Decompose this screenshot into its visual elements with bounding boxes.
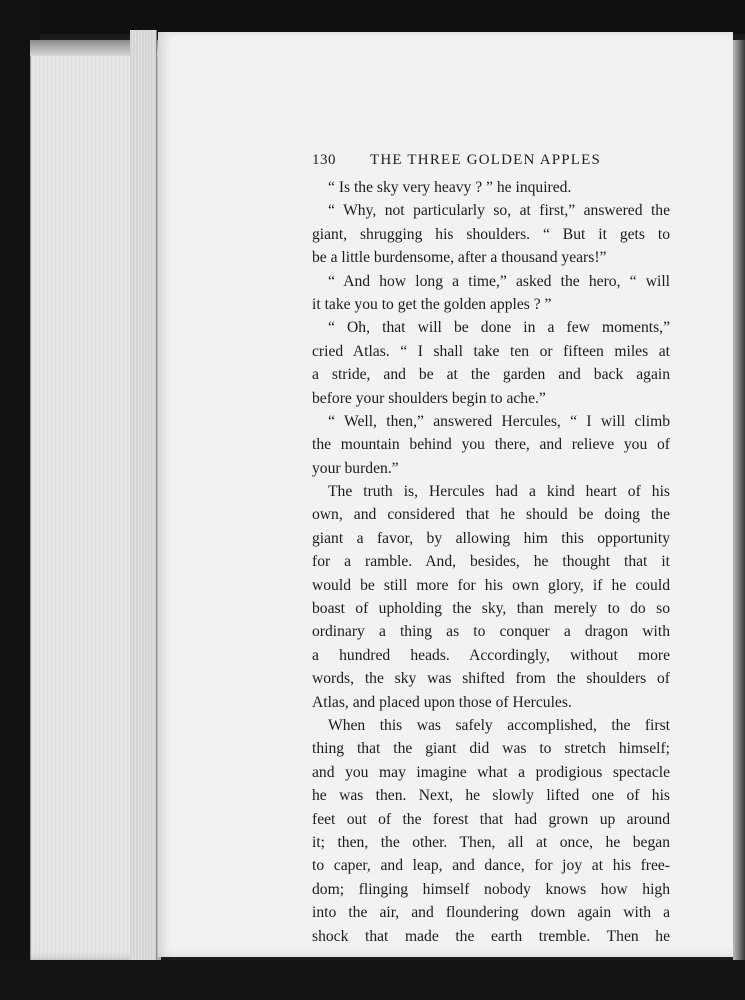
text-line: a hundred heads. Accordingly, without more	[312, 646, 670, 664]
running-head-title: THE THREE GOLDEN APPLES	[370, 152, 602, 168]
text-line: Atlas, and placed upon those of Hercules.	[312, 693, 572, 711]
text-line: be a little burdensome, after a thousand years!”	[312, 249, 607, 267]
text-line: “ Why, not particularly so, at first,” answered the	[328, 202, 670, 220]
text-line: When this was safely accomplished, the first	[328, 716, 670, 734]
text-line: to caper, and leap, and dance, for joy at his free-	[312, 857, 670, 875]
text-line: would be still more for his own glory, if he could	[312, 576, 670, 594]
text-line: giant a favor, by allowing him this opportunity	[312, 529, 670, 547]
body-text	[312, 176, 670, 948]
text-line: own, and considered that he should be doing the	[312, 506, 670, 524]
text-line: it take you to get the golden apples ? ”	[312, 295, 552, 313]
text-line: The truth is, Hercules had a kind heart of his	[328, 483, 670, 501]
text-line: words, the sky was shifted from the shoulders of	[312, 670, 670, 688]
text-line: he was then. Next, he slowly lifted one of his	[312, 787, 670, 805]
scan-background-top	[0, 0, 745, 34]
text-line: “ And how long a time,” asked the hero, “ will	[328, 272, 670, 290]
text-line: your burden.”	[312, 459, 399, 477]
text-line: a stride, and be at the garden and back again	[312, 366, 670, 384]
text-line: “ Oh, that will be done in a few moments,”	[328, 319, 670, 337]
text-line: “ Well, then,” answered Hercules, “ I will climb	[328, 412, 670, 430]
running-head	[312, 152, 684, 174]
scan-background-bottom	[0, 960, 745, 1000]
text-line: ordinary a thing as to conquer a dragon with	[312, 623, 670, 641]
text-line: boast of upholding the sky, than merely to do so	[312, 600, 670, 618]
text-line: for a ramble. And, besides, he thought that it	[312, 553, 670, 571]
text-line: it; then, the other. Then, all at once, he began	[312, 833, 670, 851]
text-line: giant, shrugging his shoulders. “ But it gets to	[312, 225, 670, 243]
text-line: and you may imagine what a prodigious spectacle	[312, 763, 670, 781]
text-line: feet out of the forest that had grown up around	[312, 810, 670, 828]
text-line: cried Atlas. “ I shall take ten or fifteen miles at	[312, 342, 670, 360]
text-line: before your shoulders begin to ache.”	[312, 389, 546, 407]
page-stack-strip	[130, 30, 157, 960]
text-line: thing that the giant did was to stretch himself;	[312, 740, 670, 758]
text-line: “ Is the sky very heavy ? ” he inquired.	[328, 179, 572, 196]
page-gutter	[733, 40, 745, 960]
text-line: dom; flinging himself nobody knows how high	[312, 880, 670, 898]
text-line: into the air, and floundering down again with a	[312, 904, 670, 922]
page-number: 130	[312, 152, 336, 168]
text-line: the mountain behind you there, and relieve you of	[312, 436, 670, 454]
text-line: shock that made the earth tremble. Then he	[312, 927, 670, 945]
